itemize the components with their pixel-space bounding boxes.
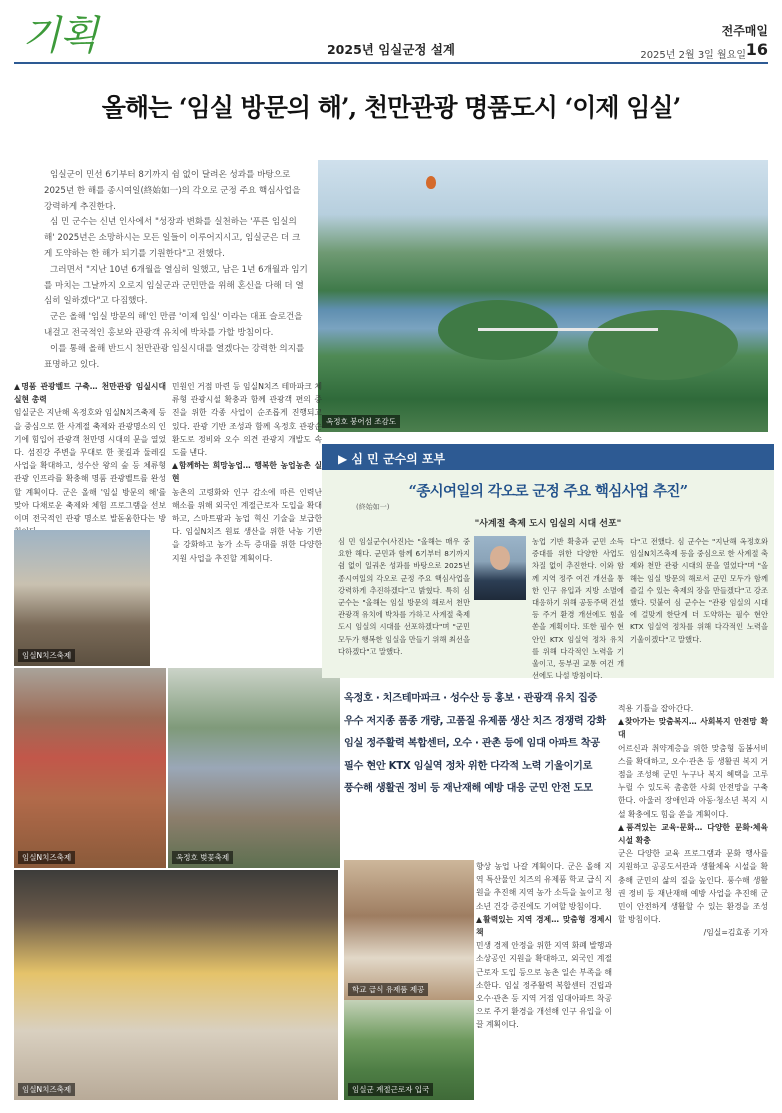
page-header — [0, 0, 782, 66]
subhead-tourism: ▲명품 관광벨트 구축… 천만관광 임실시대 실현 총력 — [14, 382, 166, 405]
intro-paragraph: 군은 올해 '임실 방문의 해'인 만큼 '이제 임실' 이라는 대표 슬로건을 내걸고 전국적인 홍보와 관광객 유치에 박차를 가할 방침이다. — [44, 312, 303, 338]
key-points — [344, 688, 614, 801]
photo-cheese-making — [14, 870, 338, 1100]
intro-paragraph: 임실군이 민선 6기부터 8기까지 쉼 없이 달려온 성과를 바탕으로 2025년 한 해를 종시여일(終始如一)의 각오로 군정 주요 핵심사업을 강력하게 추진한다. — [44, 170, 301, 212]
section-title: 2025년 임실군정 설계 — [326, 42, 456, 57]
hot-air-balloon-icon — [426, 176, 436, 189]
photo-cheese-festival — [14, 530, 150, 666]
body-text: 군은 다양한 교육 프로그램과 문화 행사를 지원하고 공공도서관과 생활체육 시설을 확충해 군민의 삶의 질을 높인다. 풍수해 생활권 정비 등 재난재해 예방 사업을 추진해 군민이 안전하게 생활할 수 있는 환경을 조성할 방침이다. — [618, 849, 768, 925]
key-point: 임실 정주활력 복합센터, 오수 · 관촌 등에 임대 아파트 착공 — [344, 738, 600, 749]
text-column-d — [618, 702, 768, 1100]
subhead-education: ▲품격있는 교육·문화… 다양한 문화·체육 시설 확충 — [618, 822, 768, 846]
photo-caption: 임실N치즈축제 — [18, 851, 75, 864]
text-column-c — [476, 860, 612, 1100]
intro-paragraph: 심 민 군수는 신년 인사에서 "성장과 변화를 실천하는 '푸른 임실의 해' 2025년은 소망하시는 모든 일들이 이루어지시고, 임실군은 더 크게 도약하는 한 해가 되기를 기원한다"고 전했다. — [44, 217, 301, 259]
interview-bar — [322, 444, 774, 470]
key-point: 필수 현안 KTX 임실역 정차 위한 다각적 노력 기울이기로 — [344, 760, 593, 772]
interview-bar-title: ▶ 심 민 군수의 포부 — [338, 452, 446, 466]
suspension-bridge — [478, 328, 658, 331]
interview-box — [322, 444, 774, 681]
photo-caption: 옥정호 벚꽃축제 — [172, 851, 233, 864]
paper-name: 전주매일 — [721, 24, 768, 38]
photo-caption: 임실군 계절근로자 입국 — [348, 1083, 433, 1096]
article-headline: 올해는 ‘임실 방문의 해’, 천만관광 명품도시 ‘이제 임실’ — [101, 93, 681, 122]
body-text: 농촌의 고령화와 인구 감소에 따른 인력난 해소를 위해 외국인 계절근로자 도입을 확대하고, 스마트팜과 농업 혁신 기술을 보급한다. 임실N치즈 원료 생산을 위한 낙농 기반을 강화하고 농가 소득 증대를 위한 다양한 지원 사업을 추진할 계획이다. — [172, 487, 322, 563]
body-text: 임실군은 지난해 옥정호와 임실N치즈축제 등을 중심으로 한 사계절 축제와 관광명소의 인기에 힘입어 관광객 천만명 시대의 문을 열었다. 섬진강 주변을 무대로 한 꽃길과 둘레길 사업을 확대하고, 성수산 왕의 숲 등 체류형 관광 인프라를 확충해 명품 관광벨트를 완성할 계획이다. 군은 올해 '임실 방문의 해'를 맞아 다채로운 축제와 체험 프로그램을 선보이며 전국적인 관광 명소로 발돋움한다는 방 — [14, 408, 166, 524]
photo-caption: 임실N치즈축제 — [18, 649, 75, 662]
photo-caption: 옥정호 붕어섬 조감도 — [322, 415, 400, 428]
island-shape — [588, 310, 738, 380]
key-point: 풍수해 생활권 정비 등 재난재해 예방 대응 군민 안전 도모 — [344, 783, 593, 794]
body-text: 향상 농업 나갈 계획이다. 군은 올해 지역 특산물인 치즈의 유제품 학교 급식 지원을 추진해 지역 농가 소득을 높이고 청소년 건강 증진에도 기여할 방침이다. — [476, 862, 612, 911]
subhead-welfare: ▲찾아가는 맞춤복지… 사회복지 안전망 확대 — [618, 717, 768, 740]
interview-column: 심 민 임실군수(사진)는 "올해는 매우 중요한 해다. 군민과 함께 6기부터 8기까지 쉼 없이 일궈온 성과를 바탕으로 2025년 종시여일의 각오로 군정 주요 핵심사업을 강력하게 추진하겠다"고 밝혔다. 특히 심 군수는 "올해는 임실 방문의 해로서 천만관광객 유치에 박차를 가하고 사계절 축제 도시 임실의 시대를 선포하겠다"며 "군민 모두가 행복한 임실을 만들기 위해 최선을 다하겠다"고 말했다. — [338, 537, 470, 656]
key-point: 우수 저지종 품종 개량, 고품질 유제품 생산 치즈 경쟁력 강화 — [344, 715, 606, 727]
header-rule — [14, 62, 768, 64]
reporter-signoff: /임실=김효종 기자 — [703, 928, 768, 938]
photo-school-meals — [344, 860, 474, 1000]
interview-column-text: 농업 기반 확충과 군민 소득 증대를 위한 다양한 사업도 차질 없이 추진한다. 이와 함께 지역 정주 여건 개선을 통한 인구 유입과 지방 소멸에 대응하기 위해 공동주택 건설 등 주거 환경 개선에도 힘을 쏟을 계획이다. 또한 필수 현안인 KTX 임실역 정차 유치를 위해 다각적인 노력을 기울이고, 동부권 교통 여건 개선에도 나설 방침이다. — [532, 537, 624, 681]
interview-byline: (終始如一) — [356, 503, 390, 511]
interview-quote: “종시여일의 각오로 군정 주요 핵심사업 추진” — [408, 483, 688, 500]
page-number: 16 — [745, 40, 768, 59]
subhead-agriculture: ▲함께하는 희망농업… 행복한 농업농촌 실현 — [172, 461, 322, 484]
key-point: 옥정호 · 치즈테마파크 · 성수산 등 홍보 · 관광객 유치 집중 — [344, 693, 598, 704]
interview-tagline: "사계절 축제 도시 임실의 시대 선포" — [474, 519, 622, 529]
photo-seasonal-workers — [344, 1000, 474, 1100]
photo-cheese-festival-crowd — [14, 668, 166, 868]
interview-column — [474, 536, 624, 681]
body-text: 민생 경제 안정을 위한 지역 화폐 발행과 소상공인 지원을 확대하고, 외국인 계절근로자 도입 등으로 농촌 일손 부족을 해소한다. 임실 정주활력 복합센터 건립과 오수·관촌 등 지역 거점 임대아파트 착공으로 주거 환경을 개선해 인구 유입을 이끌 계획이다. — [476, 941, 612, 1030]
subhead-economy: ▲활력있는 지역 경제… 맞춤형 경제시책 — [476, 914, 612, 938]
photo-caption: 임실N치즈축제 — [18, 1083, 75, 1096]
intro-paragraph: 그러면서 "지난 10년 6개월을 열심히 일했고, 남은 1년 6개월과 임기를 마치는 그날까지 오로지 임실군과 군민만을 위해 혼신을 다해 더 열심히 일하겠다"고 다짐했다. — [44, 264, 308, 307]
photo-okjeongho-aerial — [318, 160, 768, 432]
photo-caption: 학교 급식 유제품 제공 — [348, 983, 428, 996]
body-text: 어르신과 취약계층을 위한 맞춤형 돌봄서비스를 확대하고, 오수·관촌 등 생활권 복지 거점을 조성해 군민 누구나 복지 혜택을 고루 누릴 수 있도록 촘촘한 사회 안전망을 구축한다. 아울러 장애인과 아동·청소년 복지 시설 확충에도 힘을 쏟을 계획이다. — [618, 743, 768, 819]
category-label: 기획 — [22, 13, 98, 59]
article-intro — [44, 168, 308, 373]
text-column-b — [172, 380, 322, 662]
text-column-a — [14, 380, 166, 526]
intro-paragraph: 이를 통해 올해 반드시 천만관광 임실시대를 열겠다는 강력한 의지를 표명하고 있다. — [44, 343, 305, 370]
interview-column: 다"고 전했다. 심 군수는 "지난해 옥정호와 임실N치즈축제 등을 중심으로 한 사계절 축제와 천만 관광 시대의 문을 열었다"며 "올해는 임실 방문의 해로서 군민 모두가 함께 즐길 수 있는 축제의 장을 만들겠다"고 강조했다. 덧붙여 심 군수는 "관광 임실의 시대에 걸맞게 한단계 더 도약하는 필수 현안 KTX 임실역 정차를 위해 다각적인 노력을 기울이겠다"고 말했다. — [630, 537, 768, 644]
body-text: 민원인 거점 마련 등 임실N치즈 테마파크 체류형 관광시설 확충과 함께 관광객 편의 증진을 위한 각종 사업이 순조롭게 진행되고 있다. 관광 기반 조성과 함께 옥정호 관광순환도로 정비와 오수 의견 관광지 개발도 속도를 낸다. — [172, 382, 322, 458]
issue-date: 2025년 2월 3일 월요일 — [640, 50, 746, 61]
body-text: 적용 기틀을 잡아간다. — [618, 704, 694, 713]
photo-cherry-blossom-festival — [168, 668, 340, 868]
